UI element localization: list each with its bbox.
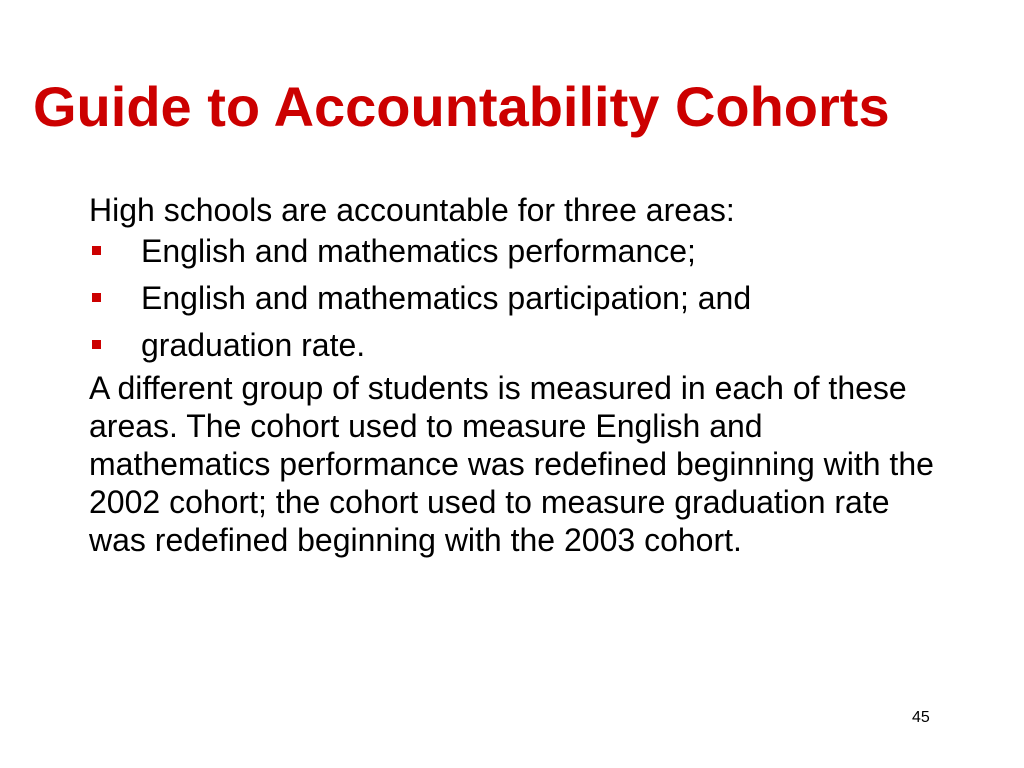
bullet-item (89, 232, 969, 270)
bullet-text: English and mathematics performance; (141, 233, 696, 269)
body-paragraph: A different group of students is measured in each of these areas. The cohort used to measure English and mathematics performance was redefined beginning with the 2002 cohort; the cohort used to measure graduation rate was redefined beginning with the 2003 cohort. (89, 370, 934, 558)
slide-title: Guide to Accountability Cohorts (33, 75, 890, 138)
bullet-text: graduation rate. (141, 327, 366, 363)
bullet-list (89, 232, 969, 364)
page-number: 45 (912, 709, 930, 726)
bullet-text: English and mathematics participation; and (141, 280, 752, 316)
bullet-item (89, 279, 969, 317)
square-bullet-icon (92, 246, 101, 255)
intro-text: High schools are accountable for three areas: (89, 192, 735, 228)
bullet-item (89, 326, 969, 364)
square-bullet-icon (92, 293, 101, 302)
slide-body (89, 191, 969, 559)
square-bullet-icon (92, 340, 101, 349)
